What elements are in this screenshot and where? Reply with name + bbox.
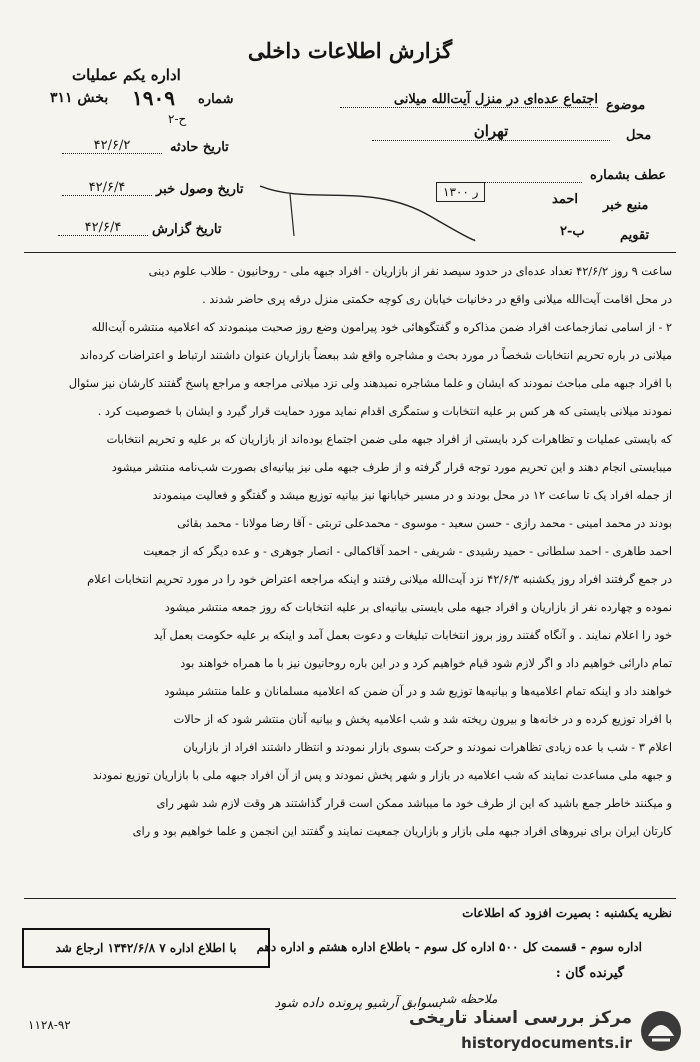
recipients-label: گیرنده گان : [555,966,624,981]
report-title: گزارش اطلاعات داخلی [247,38,453,63]
source-value: احمد [552,192,578,207]
receive-date: ۴۲/۶/۴ [62,180,152,196]
incident-date-label: تاریخ حادثه [170,140,229,155]
body-line: اعلام ۳ - شب با عده زیادی تظاهرات نمودند و حرکت بسوی بازار نمودند و انتظار داشتند افراد از بازاریان [183,741,672,754]
archive-logo-icon [638,1008,684,1054]
body-line: با افراد توزیع کرده و در خانه‌ها و بیرون ریخته شد و شب اعلامیه پخش و بیانیه آنان منتشر شود که از حالات [173,713,672,726]
body-line: میلانی در باره تحریم انتخابات شخصاً در مورد بحث و مشاجره واقع شد ببعضاً بازاریان عنوان داشتند ارتباط و اعتراضات کرده‌اند [79,349,672,362]
receive-date-label: تاریخ وصول خبر [156,182,244,197]
grade-label: تقویم [620,228,650,243]
section-label: بخش ۳۱۱ [50,90,109,106]
signature-note: ملاحظه شد [440,992,498,1006]
body-line: تمام دارائی خواهیم داد و اگر لازم شود قیام خواهیم کرد و در این باره روحانیون نیز با ما همراه خواهند بود [180,657,672,670]
body-line: در جمع گرفتند افراد روز یکشنبه ۴۲/۶/۳ نزد آیت‌الله میلانی رفتند و اینکه مراجعه اعتراض خود را در مورد تحریم انتخابات اعلام [87,573,672,586]
subject-label: موضوع [606,98,646,113]
department-label: اداره یکم عملیات [72,66,181,84]
file-number: ۱۱۲۸-۹۲ [28,1018,71,1032]
body-line: خواهند داد و اینکه تمام اعلامیه‌ها و بیانیه‌ها توزیع شد و در آن ضمن که اعلامیه مسلمانان و علما منتشر میشود [164,685,672,698]
report-date-label: تاریخ گزارش [152,222,222,237]
body-line: میبایستی انجام دهند و این تحریم مورد توجه قرار گرفته و از طرف جبهه ملی نیز بیانیه‌ای بصورت شب‌نامه منتشر میشود [111,461,672,474]
grade-value: ب-۲ [560,224,585,239]
number-sub: ح-۲ [168,112,187,126]
document-number: ۱۹۰۹ [132,86,175,110]
body-line: با افراد جبهه ملی مباحث نمودند که ایشان و علما مشاجره نمیدهند ولی نزد میلانی مراجعه و مراجع پاسخ گفتند کارشان نیز سئوال [68,377,672,390]
place-value: تهران [372,122,610,141]
routing-stamp-box [22,928,270,968]
stamp-mark: ر ۱۳۰۰ [436,182,485,202]
ref-value-line [470,182,582,183]
body-line: نموده و چهارده نفر از بازاریان و افراد جبهه ملی بایستی بیانیه‌ای بر علیه انتخابات که روز جمعه منتشر میشود [164,601,672,614]
body-line: بودند در محمد امینی - محمد رازی - حسن سعید - موسوی - محمدعلی تربتی - آقا رضا مولانا - محمد بقائی [177,517,672,530]
incident-date: ۴۲/۶/۲ [62,138,162,154]
body-line: و جبهه ملی مساعدت نمایند که شب اعلامیه در بازار و شهر پخش نمودند و پس از آن افراد جبهه ملی با بازاریان توزیع نمودند [92,769,672,782]
handwritten-note: بسوابق آرشیو پرونده داده شود [274,996,442,1011]
report-date: ۴۲/۶/۴ [58,220,148,236]
source-label: منبع خبر [603,198,649,213]
instructions-line: نظریه یکشنبه : بصیرت افزود که اطلاعات [462,906,672,920]
number-label: شماره [198,92,234,107]
body-line: ساعت ۹ روز ۴۲/۶/۲ تعداد عده‌ای در حدود سیصد نفر از بازاریان - افراد جبهه ملی - روحانیون - طلاب علوم دینی [148,265,672,278]
body-line: خود را اعلام نمایند . و آنگاه گفتند روز بروز انتخابات تبلیغات و دعوت بعمل آمد و اینکه بر علیه حکومت بعمل آید [153,629,672,642]
action-line: اداره سوم - قسمت کل ۵۰۰ اداره کل سوم - باطلاع اداره هشتم و اداره دهم [256,940,642,954]
archive-watermark [330,1004,690,1058]
routing-stamp-text: با اطلاع اداره ۷ ۱۳۴۲/۶/۸ ارجاع شد [55,941,237,955]
body-line: از جمله افراد یک تا ساعت ۱۲ در محل بودند و در مسیر خیابانها نیز بیانیه توزیع میشد و گفتگو و فعالیت مینمودند [152,489,672,502]
body-line: که بایستی عملیات و تظاهرات کرد بایستی از افراد جبهه ملی ضمن اجتماع بوده‌اند از بازاریان که بر علیه و تحریم انتخابات [106,433,672,446]
body-line: نمودند میلانی بایستی که هر کس بر علیه انتخابات و ستمگری اقدام نماید مورد حمایت قرار گیرد و ایشان با خصوصیت کرد . [97,405,672,418]
archive-center-name: مرکز بررسی اسناد تاریخی [409,1008,632,1028]
body-end-divider [24,898,676,899]
ref-label: عطف بشماره [590,168,667,183]
body-line: ۲ - از اسامی نمازجماعت افراد ضمن مذاکره و گفتگوهائی خود پیرامون وضع روز صحبت مینمودند که اعلامیه منتشره آیت‌الله [91,321,672,334]
header-divider [24,252,676,253]
archive-site-url: historydocuments.ir [461,1034,632,1052]
body-line: در محل اقامت آیت‌الله میلانی واقع در دخانیات خیابان ری کوچه حکمتی منزل درقه پری حاضر شدند . [202,293,672,306]
place-label: محل [626,128,652,143]
body-line: احمد طاهری - احمد سلطانی - حمید رشیدی - شریفی - احمد آقاکمالی - انصار جوهری - و عده دیگر که از جمعیت [143,545,672,558]
pen-scribble [250,176,480,246]
body-line: کارتان ایران برای نیروهای افراد جبهه ملی بازار و بازاریان جمعیت نمایند و گفتند این انجمن و علما خواهیم بود و رای [132,825,672,838]
subject-value: اجتماع عده‌ای در منزل آیت‌الله میلانی [340,92,598,108]
body-line: و میکنند خاطر جمع باشید که این از طرف خود ما میباشد ممکن است قرار گذاشتند هر وقت لازم شد شهر رای [156,797,672,810]
